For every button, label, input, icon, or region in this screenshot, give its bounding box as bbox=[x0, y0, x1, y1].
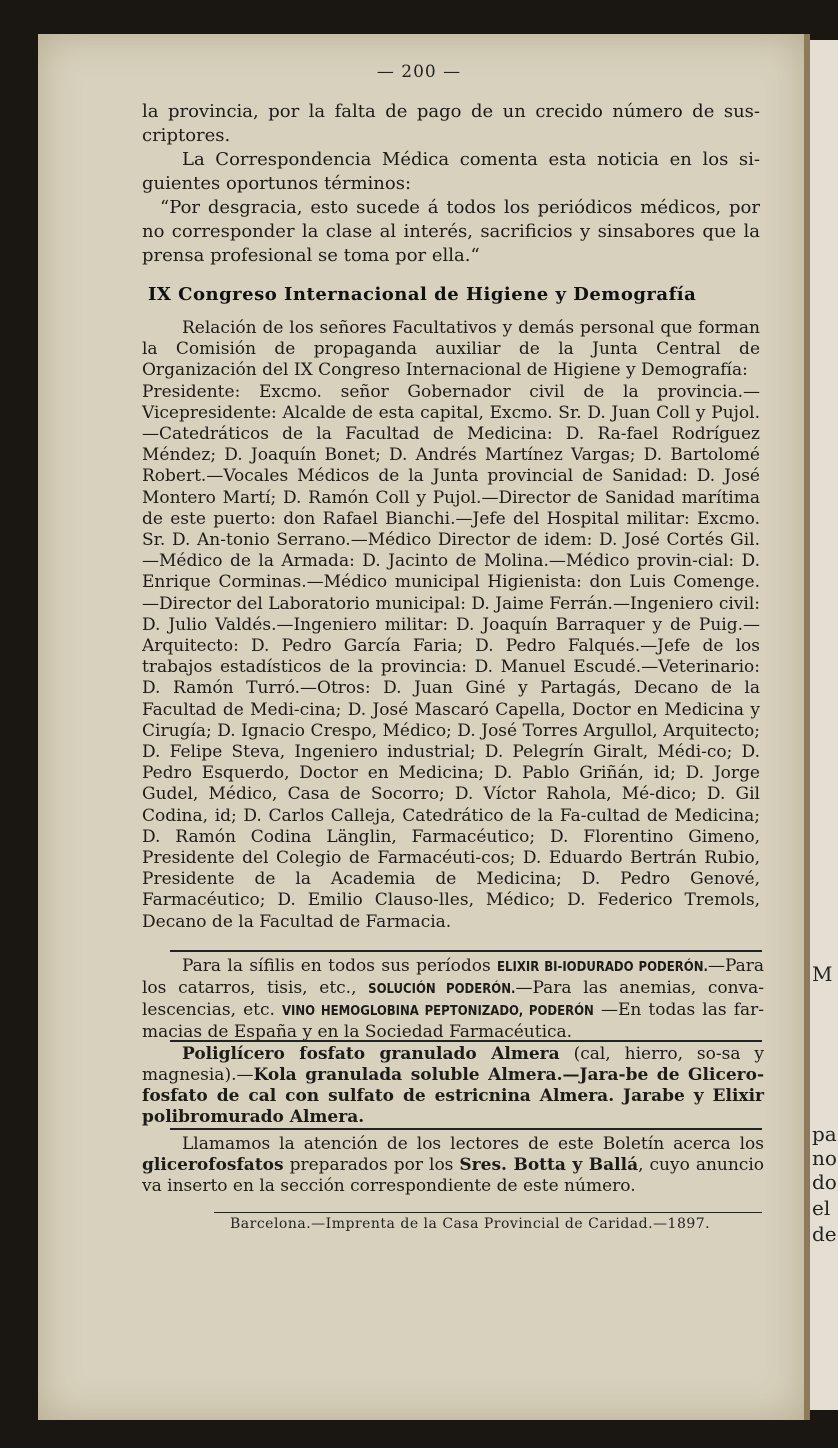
intro-text bbox=[142, 100, 760, 268]
advert-glicerofosfatos bbox=[142, 1134, 764, 1197]
advert-text: Llamamos la atención de los lectores de este Boletín acerca los bbox=[182, 1134, 764, 1154]
product-name: glicerofosfatos bbox=[142, 1155, 284, 1175]
commission-text bbox=[142, 318, 760, 933]
divider bbox=[214, 1212, 762, 1213]
product-name: ELIXIR BI-IODURADO PODERÓN. bbox=[497, 960, 708, 975]
product-name: VINO HEMOGLOBINA PEPTONIZADO, PODERÓN bbox=[281, 1004, 594, 1019]
edge-letter: M bbox=[812, 962, 833, 986]
product-name: Kola granulada soluble Almera.—Jara-be de Glicero-fosfato de cal con sulfato de estricnina Almera. Jarabe y Elixir polibromurado Almera. bbox=[142, 1065, 764, 1127]
edge-letter: do bbox=[812, 1170, 837, 1194]
commission-members: Presidente: Excmo. señor Gobernador civil de la provincia.—Vicepresidente: Alcalde de esta capital, Excmo. Sr. D. Juan Coll y Pujol.—Catedráticos de la Facultad de Medicina: D. Ra-fael Rodríguez Méndez; D. Joaquín Bonet; D. Andrés Martínez Vargas; D. Bartolomé Robert.—Vocales Médicos de la Junta provincial de Sanidad: D. José Montero Martí; D. Ramón Coll y Pujol.—Director de Sanidad marítima de este puerto: don Rafael Bianchi.—Jefe del Hospital militar: Excmo. Sr. D. An-tonio Serrano.—Médico Director de idem: D. José Cortés Gil.—Médico de la Armada: D. Jacinto de Molina.—Médico provin-cial: D. Enrique Corminas.—Médico municipal Higienista: don Luis Comenge.—Director del Laboratorio municipal: D. Jaime Ferrán.—Ingeniero civil: D. Julio Valdés.—Ingeniero militar: D. Joaquín Barraquer y de Puig.—Arquitecto: D. Pedro García Faria; D. Pedro Falqués.—Jefe de los trabajos estadísticos de la provincia: D. Manuel Escudé.—Veterinario: D. Ramón Turró.—Otros: D. Juan Giné y Partagás, Decano de la Facultad de Medi-cina; D. José Mascaró Capella, Doctor en Medicina y Cirugía; D. Ignacio Crespo, Médico; D. José Torres Argullol, Arquitecto; D. Felipe Steva, Ingeniero industrial; D. Pelegrín Giralt, Médi-co; D. Pedro Esquerdo, Doctor en Medicina; D. Pablo Griñán, id; D. Jorge Gudel, Médico, Casa de Socorro; D. Víctor Rahola, Mé-dico; D. Gil Codina, id; D. Carlos Calleja, Catedrático de la Fa-cultad de Medicina; D. Ramón Codina Länglin, Farmacéutico; D. Florentino Gimeno, Presidente del Colegio de Farmacéuti-cos; D. Eduardo Bertrán Rubio, Presidente de la Academia de Medicina; D. Pedro Genové, Farmacéutico; D. Emilio Clauso-lles, Médico; D. Federico Tremols, Decano de la Facultad de Farmacia. bbox=[142, 381, 760, 932]
divider bbox=[170, 1128, 762, 1130]
edge-letter: el bbox=[812, 1196, 831, 1220]
advert-text: Para la sífilis en todos sus períodos bbox=[182, 956, 498, 976]
advert-text: —Para las anemias, conva-lescencias, etc. bbox=[142, 978, 765, 1020]
advert-text: (cal, hierro, so-sa y magnesia).— bbox=[142, 1044, 765, 1085]
advert-text: , cuyo anuncio va inserto en la sección correspondiente de este número. bbox=[142, 1155, 764, 1196]
product-name: SOLUCIÓN PODERÓN. bbox=[368, 982, 516, 997]
divider bbox=[170, 950, 762, 952]
intro-quote: “Por desgracia, esto sucede á todos los periódicos médicos, por no corresponder la clase al interés, sacrificios y sinsabores que la prensa profesional se toma por ella.“ bbox=[142, 197, 760, 266]
intro-line: La Correspondencia Médica comenta esta noticia en los si-guientes oportunos términos: bbox=[142, 149, 760, 194]
section-heading: IX Congreso Internacional de Higiene y Demografía bbox=[148, 284, 697, 305]
edge-letter: no bbox=[812, 1146, 837, 1170]
advert-text: —Para los catarros, tisis, etc., bbox=[142, 956, 765, 998]
commission-intro: Relación de los señores Facultativos y demás personal que forman la Comisión de propaganda auxiliar de la Junta Central de Organización del IX Congreso Internacional de Higiene y Demografía: bbox=[142, 318, 760, 381]
imprint-line: Barcelona.—Imprenta de la Casa Provincial de Caridad.—1897. bbox=[230, 1216, 711, 1232]
product-name: Poliglícero fosfato granulado Almera bbox=[182, 1044, 560, 1064]
company-name: Sres. Botta y Ballá bbox=[459, 1155, 639, 1175]
advert-text: preparados por los bbox=[283, 1155, 460, 1175]
page-number: — 200 — bbox=[376, 62, 462, 82]
advert-text: —En todas las far-macias de España y en la Sociedad Farmacéutica. bbox=[142, 1000, 764, 1042]
intro-line: la provincia, por la falta de pago de un crecido número de sus-criptores. bbox=[142, 101, 760, 146]
edge-letter: pa bbox=[812, 1122, 837, 1146]
edge-letter: de bbox=[812, 1222, 837, 1246]
advert-almera bbox=[142, 1044, 764, 1128]
divider bbox=[170, 1040, 762, 1042]
advert-poderon bbox=[142, 956, 764, 1043]
